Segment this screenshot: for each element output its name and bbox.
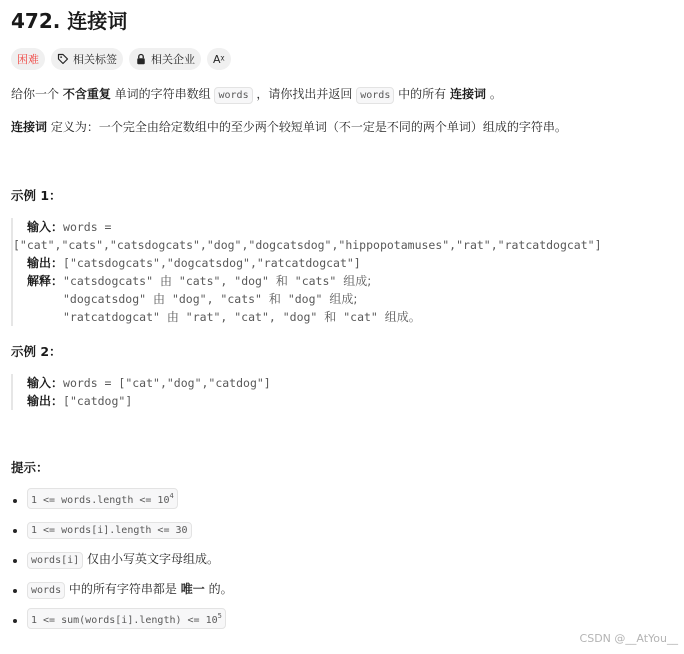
desc-text: 中的所有 <box>394 87 450 101</box>
translate-button[interactable] <box>207 48 231 70</box>
desc-text: ，请你找出并返回 <box>252 87 357 101</box>
lock-icon <box>135 53 147 65</box>
related-companies-label: 相关企业 <box>151 53 195 66</box>
tag-icon <box>57 53 69 65</box>
constraint-bold: 唯一 <box>180 582 205 596</box>
example-1-block <box>11 218 602 326</box>
inline-code: 1 <= words[i].length <= 30 <box>27 522 192 539</box>
constraints-list <box>11 486 233 636</box>
watermark: CSDN @__AtYou__ <box>579 632 678 645</box>
constraint-item <box>11 516 233 546</box>
translate-icon: Aᵡ <box>213 52 225 66</box>
output-value: ["catsdogcats","dogcatsdog","ratcatdogcat"] <box>63 256 361 270</box>
difficulty-label: 困难 <box>17 53 39 66</box>
constraint-item <box>11 606 233 636</box>
definition-text: 定义为：一个完全由给定数组中的至少两个较短单词（不一定是不同的两个单词）组成的字符串。 <box>47 120 567 134</box>
desc-bold: 不含重复 <box>62 87 111 101</box>
related-tags-label: 相关标签 <box>73 53 117 66</box>
output-label: 输出： <box>27 256 64 270</box>
inline-code: words[i] <box>27 552 83 569</box>
desc-text: 单词的字符串数组 <box>110 87 215 101</box>
desc-bold: 连接词 <box>449 87 486 101</box>
constraint-text: 中的所有字符串都是 <box>65 582 181 596</box>
definition-term: 连接词 <box>11 120 48 134</box>
input-value: words = ["cat","dog","catdog"] <box>63 376 271 390</box>
inline-code: words <box>214 87 252 104</box>
definition <box>11 119 567 135</box>
constraint-item <box>11 576 233 606</box>
constraints-heading: 提示： <box>11 460 49 475</box>
related-tags-button[interactable] <box>51 48 123 70</box>
constraint-text: 仅由小写英文字母组成。 <box>83 552 219 566</box>
inline-code: words <box>27 582 65 599</box>
constraint-item <box>11 546 233 576</box>
constraint-item <box>11 486 233 516</box>
desc-text: 给你一个 <box>11 87 63 101</box>
example-2-heading: 示例 2： <box>11 344 62 359</box>
constraint-text: 的。 <box>204 582 233 596</box>
inline-code: words <box>356 87 394 104</box>
problem-tags <box>11 48 231 70</box>
difficulty-badge <box>11 48 45 70</box>
problem-title: 472. 连接词 <box>11 9 128 33</box>
example-1-heading: 示例 1： <box>11 188 62 203</box>
output-value: ["catdog"] <box>63 394 133 408</box>
explain-label: 解释： <box>27 274 64 288</box>
explain-line: "dogcatsdog" 由 "dog", "cats" 和 "dog" 组成; <box>63 292 358 306</box>
input-array: ["cat","cats","catsdogcats","dog","dogcatsdog","hippopotamuses","rat","ratcatdogcat"] <box>13 238 602 252</box>
input-label: 输入： <box>27 376 64 390</box>
output-label: 输出： <box>27 394 64 408</box>
desc-text: 。 <box>486 87 502 101</box>
inline-code: 1 <= words.length <= $10^4$ <box>27 488 178 509</box>
example-2-block <box>11 374 271 410</box>
input-label: 输入： <box>27 220 64 234</box>
explain-line: "ratcatdogcat" 由 "rat", "cat", "dog" 和 "cat" 组成。 <box>63 310 421 324</box>
explain-line: "catsdogcats" 由 "cats", "dog" 和 "cats" 组成; <box>63 274 372 288</box>
input-value: words = <box>63 220 112 234</box>
problem-description <box>11 86 502 104</box>
inline-code: 1 <= sum(words[i].length) <= $10^5$ <box>27 608 226 629</box>
related-companies-button[interactable] <box>129 48 201 70</box>
